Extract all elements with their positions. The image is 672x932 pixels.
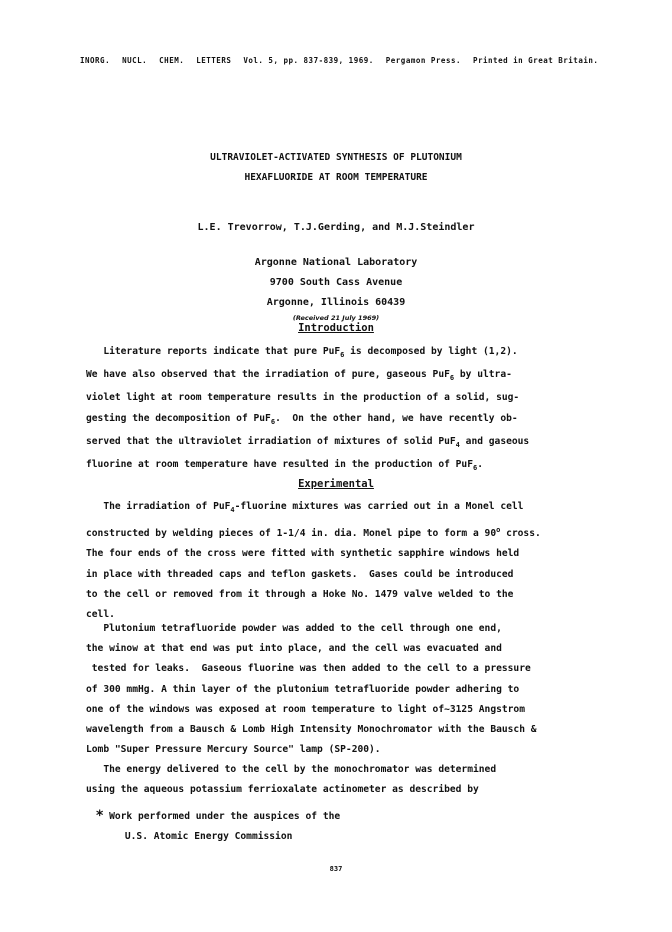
footnote-line-2: U.S. Atomic Energy Commission	[96, 831, 293, 842]
introduction-paragraph	[86, 342, 586, 478]
title-line-2: HEXAFLUORIDE AT ROOM TEMPERATURE	[244, 172, 428, 183]
text-line: violet light at room temperature results in the production of a solid, sug-	[86, 392, 520, 404]
received-date: (Received 21 July 1969)	[292, 314, 380, 322]
journal-abbrev-3: CHEM.	[159, 56, 185, 65]
text-line: constructed by welding pieces of 1-1/4 in. dia. Monel pipe to form a 90$^o$ cross.	[86, 526, 541, 540]
publisher: Pergamon Press.	[385, 56, 461, 65]
page-number: 837	[329, 865, 343, 873]
text-line: served that the ultraviolet irradiation of mixtures of solid PuF$_4$ and gaseous	[86, 435, 530, 449]
experimental-heading: Experimental	[298, 478, 374, 490]
text-line: fluorine at room temperature have resulted in the production of PuF$_6$.	[86, 459, 483, 473]
journal-abbrev-1: INORG.	[80, 56, 111, 65]
text-line: The energy delivered to the cell by the monochromator was determined	[86, 764, 497, 775]
text-line: to the cell or removed from it through a Hoke No. 1479 valve welded to the	[86, 588, 514, 600]
text-line: one of the windows was exposed at room temperature to light of~3125 Angstrom	[86, 703, 525, 715]
text-line: The irradiation of PuF$_4$-fluorine mixtures was carried out in a Monel cell	[86, 501, 524, 514]
affiliation-street: 9700 South Cass Avenue	[269, 277, 403, 288]
authors: L.E. Trevorrow, T.J.Gerding, and M.J.Steindler	[197, 222, 475, 233]
journal-abbrev-4: LETTERS	[196, 56, 232, 65]
footnote-line-1: * Work performed under the auspices of the	[96, 808, 341, 824]
text-line: cell.	[86, 609, 115, 621]
text-line: wavelength from a Bausch & Lomb High Intensity Monochromator with the Bausch &	[86, 724, 537, 736]
text-line: in place with threaded caps and teflon gaskets. Gases could be introduced	[86, 568, 514, 580]
paper-title	[0, 148, 672, 188]
text-line: the winow at that end was put into place, and the cell was evacuated and	[86, 643, 502, 655]
running-header	[80, 56, 620, 65]
experimental-paragraph-1	[86, 497, 586, 625]
text-line: gesting the decomposition of PuF$_6$. On the other hand, we have recently ob-	[86, 412, 518, 426]
text-line: Plutonium tetrafluoride powder was added to the cell through one end,	[86, 623, 502, 634]
text-line: using the aqueous potassium ferrioxalate actinometer as described by	[86, 784, 479, 796]
text-line: We have also observed that the irradiation of pure, gaseous PuF$_6$ by ultra-	[86, 369, 512, 383]
introduction-heading: Introduction	[298, 322, 374, 334]
footnote	[96, 806, 340, 847]
text-line: Lomb "Super Pressure Mercury Source" lamp (SP-200).	[86, 744, 381, 756]
affiliation-org: Argonne National Laboratory	[254, 257, 418, 268]
affiliation	[0, 253, 672, 313]
text-line: The four ends of the cross were fitted with synthetic sapphire windows held	[86, 548, 520, 560]
affiliation-city: Argonne, Illinois 60439	[266, 297, 406, 308]
title-line-1: ULTRAVIOLET-ACTIVATED SYNTHESIS OF PLUTONIUM	[210, 152, 462, 163]
footnote-star: *	[96, 808, 104, 824]
journal-abbrev-2: NUCL.	[122, 56, 148, 65]
text-line: Literature reports indicate that pure PuF$_6$ is decomposed by light (1,2).	[103, 346, 518, 359]
text-line: of 300 mmHg. A thin layer of the plutonium tetrafluoride powder adhering to	[86, 683, 520, 695]
printed-note: Printed in Great Britain.	[473, 56, 599, 65]
experimental-paragraph-2	[86, 619, 586, 760]
volume-info: Vol. 5, pp. 837-839, 1969.	[243, 56, 374, 65]
text-line: tested for leaks. Gaseous fluorine was then added to the cell to a pressure	[86, 663, 531, 675]
experimental-paragraph-3	[86, 760, 586, 800]
